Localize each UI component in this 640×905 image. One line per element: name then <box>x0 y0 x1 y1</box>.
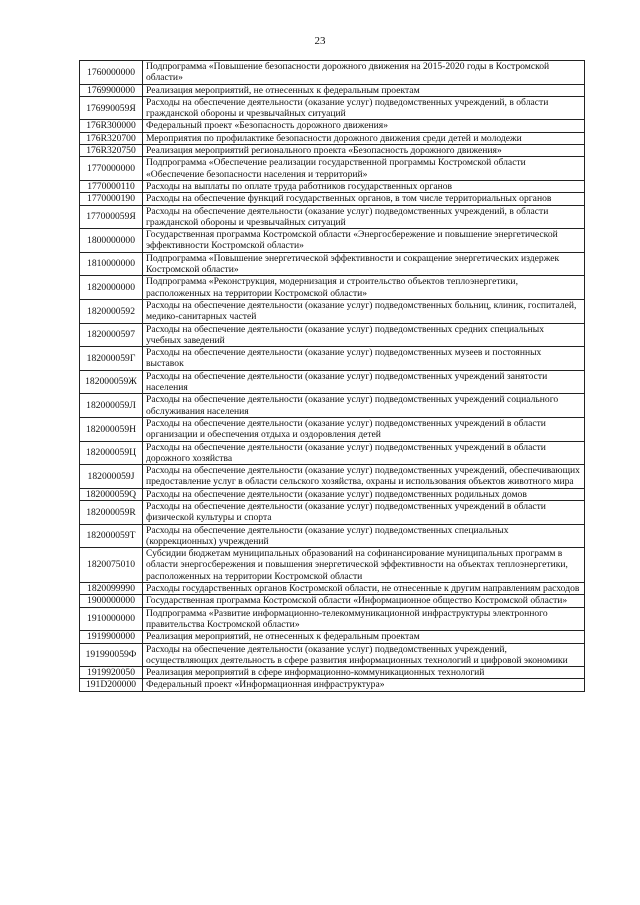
table-row <box>80 631 585 643</box>
expense-description-cell: Реализация мероприятий, не отнесенных к федеральным проектам <box>143 631 585 643</box>
table-row <box>80 643 585 667</box>
table-row <box>80 96 585 120</box>
table-row <box>80 205 585 229</box>
expense-code-cell: 182000059Q <box>80 488 143 500</box>
expense-description-cell: Федеральный проект «Информационная инфраструктура» <box>143 679 585 691</box>
budget-classification-table <box>79 60 585 692</box>
expense-code-cell: 182000059Т <box>80 524 143 548</box>
table-row <box>80 488 585 500</box>
expense-description-cell: Расходы на обеспечение деятельности (оказание услуг) подведомственных учреждений занятости населения <box>143 370 585 394</box>
table-body <box>80 61 585 692</box>
table-row <box>80 548 585 583</box>
table-row <box>80 347 585 371</box>
table-row <box>80 193 585 205</box>
table-row <box>80 679 585 691</box>
expense-description-cell: Расходы на обеспечение деятельности (оказание услуг) подведомственных родильных домов <box>143 488 585 500</box>
expense-code-cell: 182000059Ј <box>80 465 143 489</box>
table-row <box>80 583 585 595</box>
expense-code-cell: 1810000000 <box>80 252 143 276</box>
expense-code-cell: 182000059Ц <box>80 441 143 465</box>
expense-description-cell: Реализация мероприятий регионального проекта «Безопасность дорожного движения» <box>143 145 585 157</box>
expense-description-cell: Государственная программа Костромской области «Энергосбережение и повышение энергетической эффективности Костромской области» <box>143 229 585 253</box>
expense-description-cell: Подпрограмма «Реконструкция, модернизация и строительство объектов теплоэнергетики, расположенных на территории Костромской области» <box>143 276 585 300</box>
expense-code-cell: 1820000000 <box>80 276 143 300</box>
expense-code-cell: 177000059Я <box>80 205 143 229</box>
expense-description-cell: Субсидии бюджетам муниципальных образований на софинансирование муниципальных программ в области энергосбережения и повышения энергетической эффективности на объектах теплоэнергетики, расположенных на территории Костромской области <box>143 548 585 583</box>
table-row <box>80 370 585 394</box>
expense-code-cell: 1919900000 <box>80 631 143 643</box>
expense-description-cell: Расходы на обеспечение деятельности (оказание услуг) подведомственных специальных (коррекционных) учреждений <box>143 524 585 548</box>
table-row <box>80 252 585 276</box>
expense-description-cell: Расходы на обеспечение деятельности (оказание услуг) подведомственных учреждений в области организации и обеспечения отдыха и оздоровления детей <box>143 417 585 441</box>
table-row <box>80 84 585 96</box>
expense-code-cell: 182000059Г <box>80 347 143 371</box>
expense-code-cell: 1800000000 <box>80 229 143 253</box>
table-row <box>80 276 585 300</box>
expense-code-cell: 1770000190 <box>80 193 143 205</box>
expense-code-cell: 1820000597 <box>80 323 143 347</box>
table-row <box>80 607 585 631</box>
expense-description-cell: Расходы на обеспечение деятельности (оказание услуг) подведомственных учреждений социального обслуживания населения <box>143 394 585 418</box>
expense-description-cell: Реализация мероприятий, не отнесенных к федеральным проектам <box>143 84 585 96</box>
table-row <box>80 417 585 441</box>
expense-code-cell: 176R320700 <box>80 132 143 144</box>
expense-description-cell: Расходы на выплаты по оплате труда работников государственных органов <box>143 180 585 192</box>
table-row <box>80 132 585 144</box>
expense-code-cell: 1900000000 <box>80 595 143 607</box>
expense-description-cell: Расходы на обеспечение деятельности (оказание услуг) подведомственных музеев и постоянных выставок <box>143 347 585 371</box>
expense-description-cell: Расходы на обеспечение деятельности (оказание услуг) подведомственных учреждений в области дорожного хозяйства <box>143 441 585 465</box>
table-row <box>80 667 585 679</box>
table-row <box>80 465 585 489</box>
expense-description-cell: Расходы на обеспечение деятельности (оказание услуг) подведомственных учреждений в области физической культуры и спорта <box>143 500 585 524</box>
table-row <box>80 229 585 253</box>
expense-description-cell: Подпрограмма «Развитие информационно-телекоммуникационной инфраструктуры электронного правительства Костромской области» <box>143 607 585 631</box>
expense-code-cell: 182000059R <box>80 500 143 524</box>
expense-description-cell: Расходы на обеспечение деятельности (оказание услуг) подведомственных учреждений, в области гражданской обороны и чрезвычайных ситуаций <box>143 205 585 229</box>
table-row <box>80 120 585 132</box>
table-row <box>80 441 585 465</box>
expense-code-cell: 1919920050 <box>80 667 143 679</box>
expense-code-cell: 1770000000 <box>80 157 143 181</box>
expense-description-cell: Расходы на обеспечение деятельности (оказание услуг) подведомственных средних специальных учебных заведений <box>143 323 585 347</box>
table-row <box>80 157 585 181</box>
expense-description-cell: Расходы на обеспечение функций государственных органов, в том числе территориальных органов <box>143 193 585 205</box>
expense-code-cell: 1760000000 <box>80 61 143 85</box>
expense-description-cell: Реализация мероприятий в сфере информационно-коммуникационных технологий <box>143 667 585 679</box>
expense-description-cell: Расходы на обеспечение деятельности (оказание услуг) подведомственных больниц, клиник, госпиталей, медико-санитарных частей <box>143 299 585 323</box>
expense-code-cell: 182000059Л <box>80 394 143 418</box>
expense-description-cell: Мероприятия по профилактике безопасности дорожного движения среди детей и молодежи <box>143 132 585 144</box>
expense-code-cell: 1820099990 <box>80 583 143 595</box>
expense-code-cell: 191990059Ф <box>80 643 143 667</box>
expense-code-cell: 1820000592 <box>80 299 143 323</box>
expense-description-cell: Расходы на обеспечение деятельности (оказание услуг) подведомственных учреждений, в области гражданской обороны и чрезвычайных ситуаций <box>143 96 585 120</box>
expense-description-cell: Расходы государственных органов Костромской области, не отнесенные к другим направлениям расходов <box>143 583 585 595</box>
expense-code-cell: 191D200000 <box>80 679 143 691</box>
table-row <box>80 394 585 418</box>
expense-description-cell: Подпрограмма «Обеспечение реализации государственной программы Костромской области «Обеспечение безопасности населения и территорий» <box>143 157 585 181</box>
table-row <box>80 323 585 347</box>
expense-code-cell: 176R320750 <box>80 145 143 157</box>
expense-description-cell: Расходы на обеспечение деятельности (оказание услуг) подведомственных учреждений, обеспечивающих предоставление услуг в области сельского хозяйства, охраны и использования объектов животного мира <box>143 465 585 489</box>
expense-description-cell: Федеральный проект «Безопасность дорожного движения» <box>143 120 585 132</box>
expense-code-cell: 1910000000 <box>80 607 143 631</box>
table-row <box>80 299 585 323</box>
table-row <box>80 500 585 524</box>
table-row <box>80 180 585 192</box>
expense-code-cell: 1770000110 <box>80 180 143 192</box>
table-row <box>80 595 585 607</box>
table-row <box>80 61 585 85</box>
expense-code-cell: 1820075010 <box>80 548 143 583</box>
expense-code-cell: 176990059Я <box>80 96 143 120</box>
expense-code-cell: 182000059Ж <box>80 370 143 394</box>
expense-code-cell: 182000059Н <box>80 417 143 441</box>
table-row <box>80 524 585 548</box>
expense-description-cell: Подпрограмма «Повышение энергетической эффективности и сокращение энергетических издержек Костромской области» <box>143 252 585 276</box>
expense-code-cell: 1769900000 <box>80 84 143 96</box>
page-number: 23 <box>314 35 326 47</box>
table-row <box>80 145 585 157</box>
expense-description-cell: Подпрограмма «Повышение безопасности дорожного движения на 2015-2020 годы в Костромской области» <box>143 61 585 85</box>
expense-description-cell: Расходы на обеспечение деятельности (оказание услуг) подведомственных учреждений, осуществляющих деятельность в сфере развития информационных технологий и цифровой экономики <box>143 643 585 667</box>
expense-code-cell: 176R300000 <box>80 120 143 132</box>
expense-description-cell: Государственная программа Костромской области «Информационное общество Костромской области» <box>143 595 585 607</box>
